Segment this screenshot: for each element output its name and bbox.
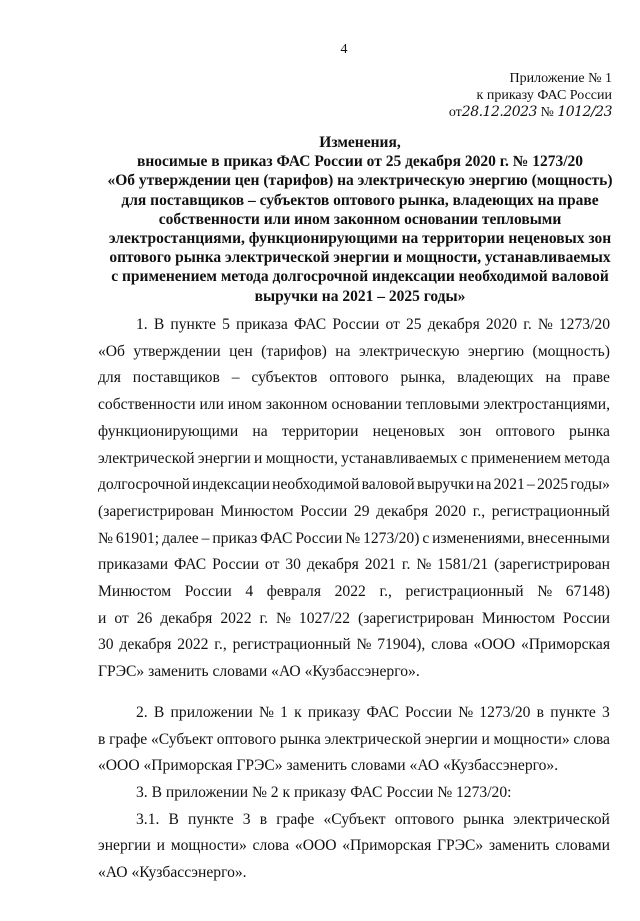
body-line: «АО «Кузбассэнерго». bbox=[98, 864, 247, 882]
body-line: 2. В приложении № 1 к приказу ФАС России № 1273/20 в пункте 3 bbox=[136, 703, 610, 721]
paragraph-gap bbox=[98, 686, 610, 700]
heading-line: вносимые в приказ ФАС России от 25 декабря 2020 г. № 1273/20 bbox=[136, 153, 584, 171]
appendix-block bbox=[449, 70, 612, 121]
body-line: и от 26 декабря 2022 г. № 1027/22 (зарегистрирован Минюстом России bbox=[98, 609, 610, 627]
body-line: ГРЭС» заменить словами «АО «Кузбассэнерго». bbox=[98, 663, 420, 681]
document-body bbox=[98, 312, 610, 887]
body-line: электрической энергии и мощности, устанавливаемых с применением метода bbox=[98, 449, 610, 467]
body-line: Минюстом России 4 февраля 2022 г., регистрационный № 67148) bbox=[98, 583, 610, 601]
body-line: № 61901; далее – приказ ФАС России № 1273/20) с изменениями, внесенными bbox=[98, 529, 610, 547]
heading-line: с применением метода долгосрочной индексации необходимой валовой bbox=[111, 268, 609, 286]
body-line: 30 декабря 2022 г., регистрационный № 71904), слова «ООО «Приморская bbox=[98, 636, 610, 654]
body-line: 1. В пункте 5 приказа ФАС России от 25 декабря 2020 г. № 1273/20 bbox=[136, 316, 610, 333]
body-line: собственности или ином законном основании тепловыми электростанциями, bbox=[98, 396, 610, 414]
appendix-order-ref: к приказу ФАС России bbox=[476, 88, 612, 103]
appendix-date-prefix: от bbox=[448, 105, 462, 120]
body-line: в графе «Субъект оптового рынка электрической энергии и мощности» слова bbox=[98, 730, 610, 748]
appendix-title: Приложение № 1 bbox=[509, 71, 612, 86]
heading-line: Изменения, bbox=[319, 134, 401, 151]
heading-line: собственности или ином законном основании тепловыми bbox=[158, 210, 562, 228]
page-number: 4 bbox=[340, 42, 348, 57]
body-line: функционирующими на территории неценовых зон оптового рынка bbox=[98, 422, 610, 440]
appendix-number-handwritten: 1012/23 bbox=[557, 104, 612, 120]
body-line: долгосрочной индексации необходимой валовой выручки на 2021 – 2025 годы» bbox=[98, 476, 610, 494]
document-heading bbox=[100, 133, 620, 306]
body-line: энергии и мощности» слова «ООО «Приморская ГРЭС» заменить словами bbox=[98, 837, 610, 855]
body-line: «Об утверждении цен (тарифов) на электрическую энергию (мощность) bbox=[98, 342, 610, 360]
heading-line: выручки на 2021 – 2025 годы» bbox=[254, 287, 466, 305]
body-line: 3.1. В пункте 3 в графе «Субъект оптового рынка электрической bbox=[136, 810, 610, 828]
heading-line: оптового рынка электрической энергии и мощности, устанавливаемых bbox=[109, 249, 611, 267]
body-line: (зарегистрирован Минюстом России 29 декабря 2020 г., регистрационный bbox=[98, 502, 610, 520]
heading-line: электростанциями, функционирующими на территории неценовых зон bbox=[108, 230, 612, 248]
body-line: приказами ФАС России от 30 декабря 2021 г. № 1581/21 (зарегистрирован bbox=[98, 556, 610, 574]
appendix-date-line bbox=[449, 104, 612, 121]
appendix-number-prefix: № bbox=[540, 105, 554, 120]
body-line: для поставщиков – субъектов оптового рынка, владеющих на праве bbox=[98, 369, 610, 387]
body-line: 3. В приложении № 2 к приказу ФАС России № 1273/20: bbox=[136, 783, 512, 801]
heading-line: «Об утверждении цен (тарифов) на электрическую энергию (мощность) bbox=[107, 172, 613, 190]
body-line: «ООО «Приморская ГРЭС» заменить словами «АО «Кузбассэнерго». bbox=[98, 757, 559, 775]
appendix-date-handwritten: 28.12.2023 bbox=[461, 104, 537, 120]
heading-line: для поставщиков – субъектов оптового рынка, владеющих на праве bbox=[121, 191, 599, 209]
